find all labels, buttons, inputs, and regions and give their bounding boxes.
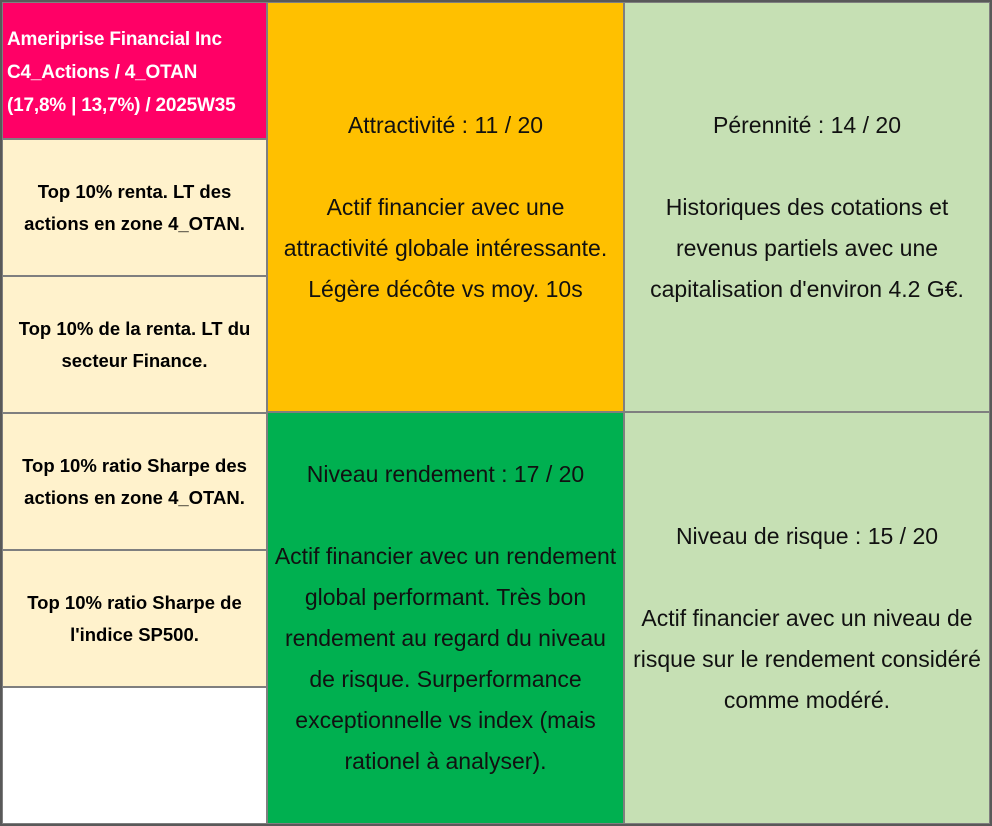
note-renta-secteur [2, 276, 267, 413]
asset-classification: C4_Actions / 4_OTAN [7, 62, 198, 83]
note-renta-zone-text: Top 10% renta. LT des actions en zone 4_OTAN. [24, 180, 245, 234]
performance-figures: (17,8% | 13,7%) / 2025W35 [7, 95, 236, 116]
note-renta-zone [2, 139, 267, 276]
note-renta-secteur-text: Top 10% de la renta. LT du secteur Finance. [18, 317, 251, 371]
empty-cell [2, 687, 267, 824]
note-sharpe-zone-text: Top 10% ratio Sharpe des actions en zone 4_OTAN. [22, 454, 247, 508]
note-sharpe-index-text: Top 10% ratio Sharpe de l'indice SP500. [27, 591, 242, 645]
risque-description: Actif financier avec un niveau de risque sur le rendement considéré comme modéré. [633, 604, 981, 713]
rendement-cell [267, 412, 624, 824]
company-title-cell [2, 2, 267, 139]
perennite-cell [624, 2, 990, 412]
risque-cell [624, 412, 990, 824]
perennite-description: Historiques des cotations et revenus partiels avec une capitalisation d'environ 4.2 G€. [650, 193, 964, 302]
perennite-heading: Pérennité : 14 / 20 [713, 111, 901, 138]
risque-heading: Niveau de risque : 15 / 20 [675, 522, 939, 549]
rendement-description: Actif financier avec un rendement global performant. Très bon rendement au regard du niveau de risque. Surperformance exceptionnelle vs index (mais rationel à analyser). [274, 543, 617, 774]
rendement-heading: Niveau rendement : 17 / 20 [306, 461, 585, 487]
attractivite-description: Actif financier avec une attractivité globale intéressante. Légère décôte vs moy. 10s [283, 193, 608, 302]
note-sharpe-zone [2, 413, 267, 550]
company-name: Ameriprise Financial Inc [7, 29, 222, 50]
attractivite-cell [267, 2, 624, 412]
note-sharpe-index [2, 550, 267, 687]
attractivite-heading: Attractivité : 11 / 20 [347, 111, 544, 138]
